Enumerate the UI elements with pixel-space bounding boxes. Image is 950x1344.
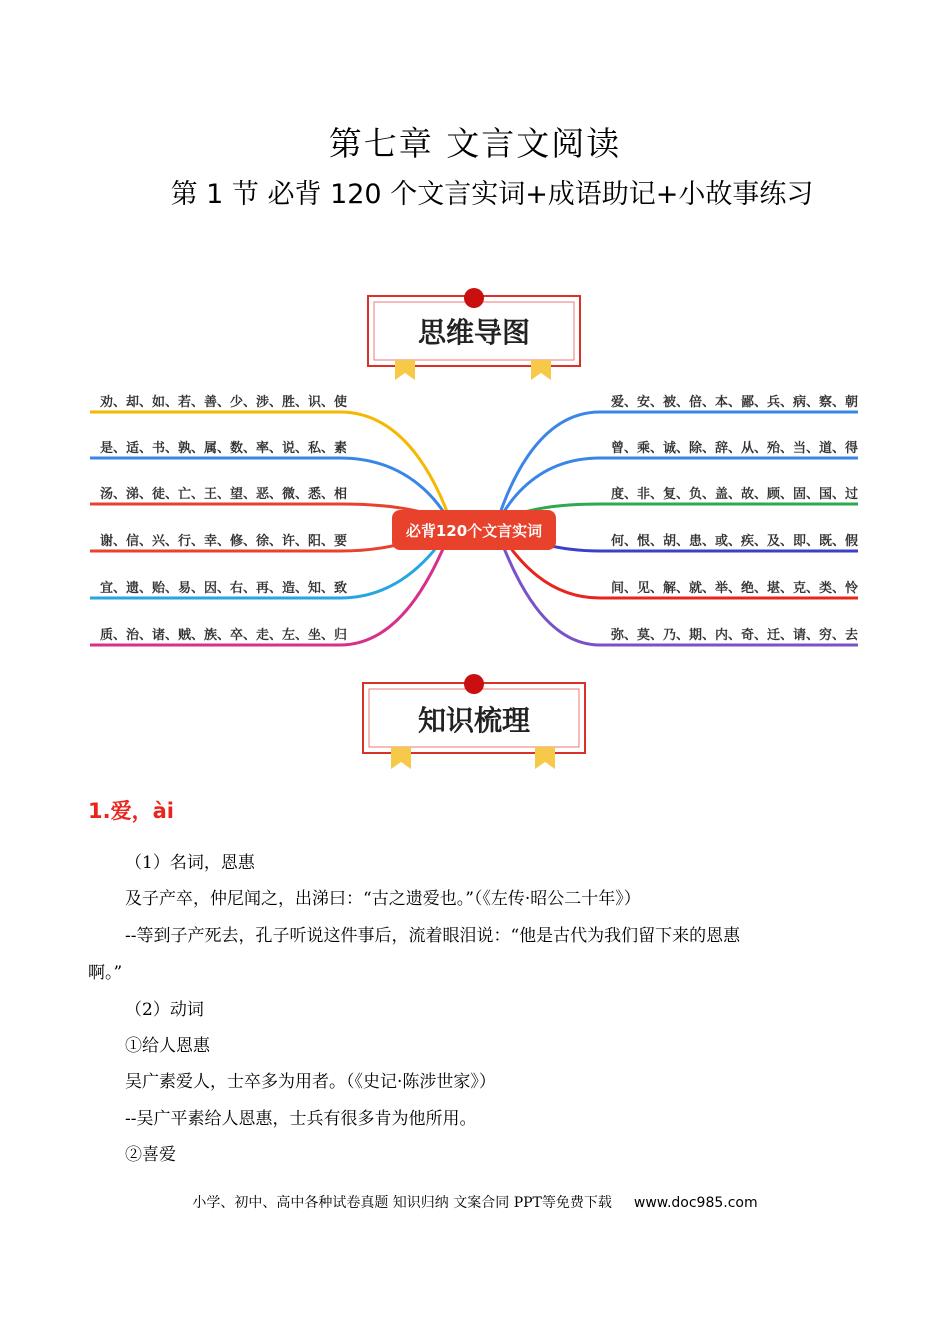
right-branch-label: 间、见、解、就、举、绝、堪、克、类、怜 — [611, 581, 859, 596]
entry-line: （2）动词 — [125, 1000, 204, 1020]
ribbon-icon — [531, 360, 551, 380]
footer — [0, 1192, 950, 1212]
left-branch-labels — [99, 394, 347, 643]
entry-line: 及子产卒，仲尼闻之，出涕曰：“古之遗爱也。”（《左传·昭公二十年》） — [125, 889, 641, 909]
entry-line: ①给人恩惠 — [125, 1036, 210, 1056]
right-branch-label: 度、非、复、负、盖、故、顾、固、国、过 — [611, 487, 859, 502]
chapter-title: 第七章 文言文阅读 — [328, 124, 622, 163]
entry-line: --吴广平素给人恩惠，士兵有很多肯为他所用。 — [125, 1109, 477, 1129]
left-branch-label: 质、治、诸、贼、族、卒、走、左、坐、归 — [100, 628, 348, 643]
ribbon-icon — [391, 747, 411, 769]
left-branch-label: 是、适、书、孰、属、数、率、说、私、素 — [100, 441, 348, 456]
section-subtitle: 第 1 节 必背 120 个文言实词+成语助记+小故事练习 — [170, 179, 814, 210]
mind-map — [0, 280, 950, 780]
right-branch-label: 弥、莫、乃、期、内、奇、迁、请、穷、去 — [611, 628, 859, 643]
entry-line: 吴广素爱人，士卒多为用者。（《史记·陈涉世家》） — [125, 1072, 496, 1092]
mind-map-banner — [368, 288, 580, 380]
knowledge-banner-label: 知识梳理 — [417, 704, 531, 737]
ribbon-icon — [535, 747, 555, 769]
entry-line: （1）名词，恩惠 — [125, 853, 255, 873]
footer-link[interactable]: www.doc985.com — [633, 1195, 758, 1211]
entry-line: --等到子产死去，孔子听说这件事后，流着眼泪说：“他是古代为我们留下来的恩惠 — [125, 926, 741, 946]
center-node — [392, 510, 556, 550]
left-branch-label: 谢、信、兴、行、幸、修、徐、许、阳、要 — [100, 534, 348, 549]
ribbon-icon — [395, 360, 415, 380]
entry-line: ②喜爱 — [125, 1145, 176, 1165]
knowledge-banner — [363, 674, 585, 769]
right-branch-label: 曾、乘、诚、除、辞、从、殆、当、道、得 — [611, 441, 859, 456]
center-node-label: 必背120个文言实词 — [405, 522, 543, 540]
left-branch-label: 宜、遗、贻、易、因、右、再、造、知、致 — [100, 581, 348, 596]
banner-pin-icon — [464, 288, 484, 308]
footer-text: 小学、初中、高中各种试卷真题 知识归纳 文案合同 PPT等免费下载 — [192, 1195, 612, 1211]
right-branch-labels — [610, 394, 858, 643]
right-branch-label: 爱、安、被、倍、本、鄙、兵、病、察、朝 — [611, 395, 859, 410]
mind-map-banner-label: 思维导图 — [417, 316, 531, 349]
right-branch-label: 何、恨、胡、患、或、疾、及、即、既、假 — [611, 534, 859, 549]
left-branch-label: 劝、却、如、若、善、少、涉、胜、识、使 — [100, 395, 348, 410]
banner-pin-icon — [464, 674, 484, 694]
left-branch-label: 汤、涕、徒、亡、王、望、恶、微、悉、相 — [100, 487, 348, 502]
entry-heading: 1.爱，ài — [88, 799, 174, 823]
entry-line: 啊。” — [88, 963, 123, 983]
